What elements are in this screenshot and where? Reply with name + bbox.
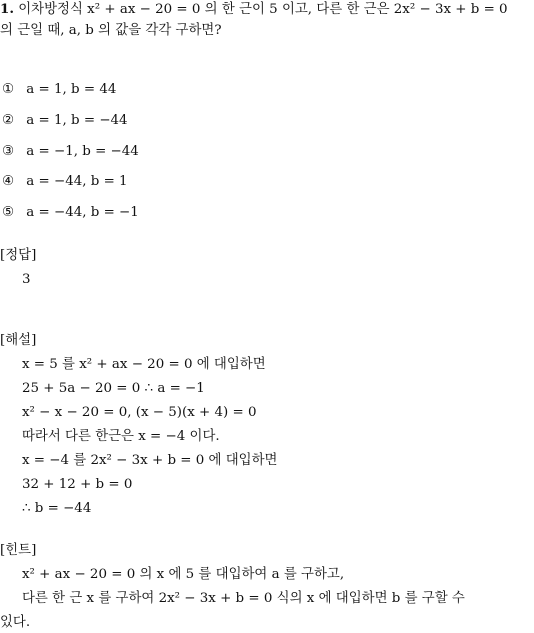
option-2-text: a = 1, b = −44 <box>26 113 128 128</box>
option-1-text: a = 1, b = 44 <box>26 82 117 97</box>
explanation-line: 32 + 12 + b = 0 <box>22 477 133 492</box>
option-5 <box>2 204 139 222</box>
option-3 <box>2 143 139 161</box>
option-4 <box>2 173 128 191</box>
option-2 <box>2 112 128 130</box>
question-number: 1. <box>0 1 14 17</box>
explanation-line: 따라서 다른 한근은 x = −4 이다. <box>22 429 220 444</box>
hint-line-2: 다른 한 근 x 를 구하여 2x² − 3x + b = 0 식의 x 에 대입하면 b 를 구할 수 <box>22 591 465 606</box>
explanation-line: x² − x − 20 = 0, (x − 5)(x + 4) = 0 <box>22 405 257 420</box>
explanation-label: [해설] <box>0 333 37 348</box>
explanation-line: ∴ b = −44 <box>22 501 92 516</box>
option-5-text: a = −44, b = −1 <box>26 205 139 220</box>
answer-label: [정답] <box>0 248 37 263</box>
question-line-1 <box>0 0 508 19</box>
option-4-text: a = −44, b = 1 <box>26 174 128 189</box>
option-4-mark: ④ <box>2 174 15 189</box>
answer-value: 3 <box>22 272 31 287</box>
option-1-mark: ① <box>2 82 15 97</box>
explanation-line: x = 5 를 x² + ax − 20 = 0 에 대입하면 <box>22 357 266 372</box>
option-2-mark: ② <box>2 113 15 128</box>
explanation-line: x = −4 를 2x² − 3x + b = 0 에 대입하면 <box>22 453 278 468</box>
question-line-2: 의 근일 때, a, b 의 값을 각각 구하면? <box>0 23 222 38</box>
option-3-mark: ③ <box>2 144 15 159</box>
option-5-mark: ⑤ <box>2 205 15 220</box>
option-1 <box>2 81 116 99</box>
option-3-text: a = −1, b = −44 <box>26 144 139 159</box>
explanation-line: 25 + 5a − 20 = 0 ∴ a = −1 <box>22 381 205 396</box>
hint-line-3: 있다. <box>0 615 31 630</box>
hint-label: [힌트] <box>0 543 37 558</box>
question-text-1: 이차방정식 x² + ax − 20 = 0 의 한 근이 5 이고, 다른 한 근은 2x² − 3x + b = 0 <box>18 2 508 17</box>
hint-line-1: x² + ax − 20 = 0 의 x 에 5 를 대입하여 a 를 구하고, <box>22 567 345 582</box>
